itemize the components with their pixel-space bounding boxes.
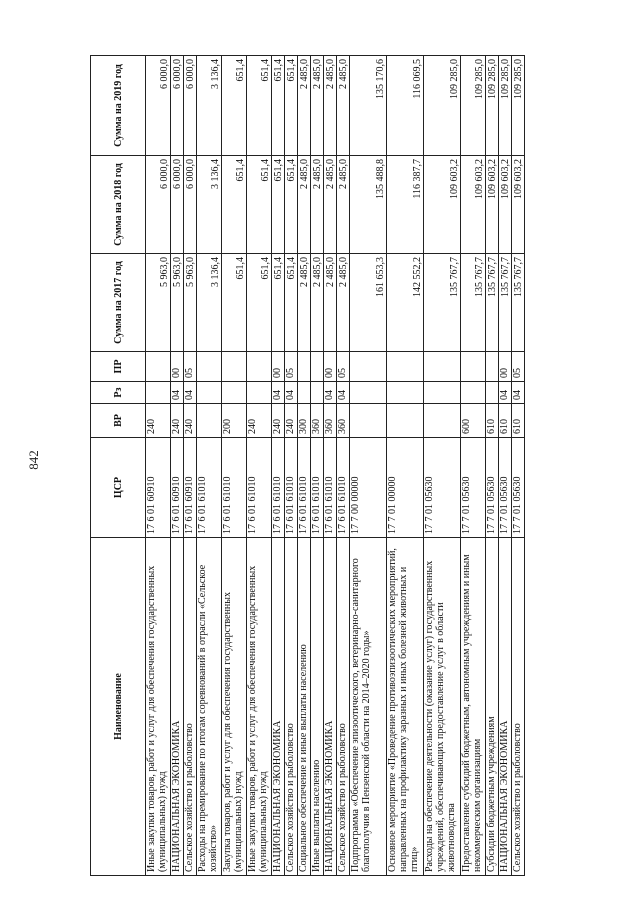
cell-pr: 00 xyxy=(499,352,512,382)
cell-name: Расходы на обеспечение деятельности (оказание услуг) государственных учреждений, обеспечивающих предоставление услуг в области животноводства xyxy=(424,538,461,876)
cell-name: Сельское хозяйство и рыболовство xyxy=(285,538,298,876)
cell-rz: 04 xyxy=(184,382,197,404)
cell-name: НАЦИОНАЛЬНАЯ ЭКОНОМИКА xyxy=(324,538,337,876)
table-row xyxy=(387,56,424,876)
cell-sum-2018: 109 603,2 xyxy=(424,156,461,254)
cell-sum-2019: 651,4 xyxy=(272,56,285,156)
cell-rz xyxy=(197,382,222,404)
header-name: Наименование xyxy=(91,538,146,876)
table-header-row xyxy=(91,56,146,876)
cell-vr: 610 xyxy=(486,404,499,438)
table-row xyxy=(486,56,499,876)
cell-sum-2017: 2 485,0 xyxy=(311,254,324,352)
cell-sum-2017: 135 767,7 xyxy=(512,254,525,352)
cell-rz: 04 xyxy=(272,382,285,404)
table-row xyxy=(499,56,512,876)
cell-name: Социальное обеспечение и иные выплаты населению xyxy=(298,538,311,876)
cell-sum-2019: 651,4 xyxy=(222,56,247,156)
cell-rz xyxy=(222,382,247,404)
cell-name: Подпрограмма «Обеспечение эпизоотического, ветеринарно-санитарного благополучия в Пензенской области на 2014–2020 годы» xyxy=(350,538,387,876)
cell-vr: 240 xyxy=(272,404,285,438)
cell-pr xyxy=(146,352,171,382)
cell-vr: 610 xyxy=(512,404,525,438)
cell-sum-2017: 135 767,7 xyxy=(486,254,499,352)
cell-sum-2018: 6 000,0 xyxy=(184,156,197,254)
cell-sum-2019: 651,4 xyxy=(285,56,298,156)
cell-name: Закупка товаров, работ и услуг для обеспечения государственных (муниципальных) нужд xyxy=(222,538,247,876)
cell-csr: 17 7 01 05630 xyxy=(499,438,512,538)
cell-rz xyxy=(486,382,499,404)
cell-csr: 17 7 01 05630 xyxy=(461,438,486,538)
cell-rz xyxy=(424,382,461,404)
cell-csr: 17 7 01 05630 xyxy=(486,438,499,538)
cell-vr: 600 xyxy=(461,404,486,438)
cell-vr: 360 xyxy=(311,404,324,438)
cell-rz: 04 xyxy=(171,382,184,404)
cell-vr: 240 xyxy=(184,404,197,438)
cell-sum-2019: 3 136,4 xyxy=(197,56,222,156)
cell-pr xyxy=(350,352,387,382)
cell-sum-2018: 6 000,0 xyxy=(171,156,184,254)
cell-sum-2017: 2 485,0 xyxy=(324,254,337,352)
cell-sum-2019: 109 285,0 xyxy=(512,56,525,156)
cell-sum-2017: 135 767,7 xyxy=(461,254,486,352)
cell-vr: 300 xyxy=(298,404,311,438)
cell-csr: 17 6 01 61010 xyxy=(222,438,247,538)
header-sum-2018: Сумма на 2018 год xyxy=(91,156,146,254)
cell-csr: 17 6 01 61010 xyxy=(285,438,298,538)
cell-rz: 04 xyxy=(324,382,337,404)
cell-sum-2019: 135 170,6 xyxy=(350,56,387,156)
cell-csr: 17 6 01 61010 xyxy=(311,438,324,538)
cell-rz xyxy=(298,382,311,404)
cell-name: Сельское хозяйство и рыболовство xyxy=(512,538,525,876)
cell-pr xyxy=(298,352,311,382)
cell-sum-2017: 651,4 xyxy=(285,254,298,352)
cell-sum-2017: 5 963,0 xyxy=(171,254,184,352)
cell-pr: 05 xyxy=(337,352,350,382)
table-row xyxy=(461,56,486,876)
cell-sum-2017: 651,4 xyxy=(247,254,272,352)
cell-sum-2018: 3 136,4 xyxy=(197,156,222,254)
cell-sum-2018: 2 485,0 xyxy=(311,156,324,254)
cell-rz xyxy=(350,382,387,404)
cell-sum-2018: 135 488,8 xyxy=(350,156,387,254)
cell-pr: 00 xyxy=(272,352,285,382)
cell-sum-2018: 651,4 xyxy=(272,156,285,254)
cell-sum-2019: 109 285,0 xyxy=(486,56,499,156)
cell-sum-2017: 651,4 xyxy=(222,254,247,352)
header-vr: ВР xyxy=(91,404,146,438)
cell-csr: 17 7 01 05630 xyxy=(512,438,525,538)
cell-sum-2018: 109 603,2 xyxy=(461,156,486,254)
cell-sum-2019: 2 485,0 xyxy=(337,56,350,156)
cell-pr: 05 xyxy=(512,352,525,382)
cell-sum-2018: 6 000,0 xyxy=(146,156,171,254)
cell-vr: 240 xyxy=(247,404,272,438)
cell-sum-2018: 116 387,7 xyxy=(387,156,424,254)
table-row xyxy=(197,56,222,876)
cell-sum-2018: 109 603,2 xyxy=(512,156,525,254)
cell-sum-2019: 116 069,5 xyxy=(387,56,424,156)
table-row xyxy=(311,56,324,876)
cell-sum-2017: 651,4 xyxy=(272,254,285,352)
cell-pr xyxy=(424,352,461,382)
cell-name: Сельское хозяйство и рыболовство xyxy=(337,538,350,876)
cell-sum-2019: 109 285,0 xyxy=(499,56,512,156)
cell-csr: 17 6 01 61010 xyxy=(272,438,285,538)
cell-sum-2018: 109 603,2 xyxy=(499,156,512,254)
cell-csr: 17 7 00 00000 xyxy=(350,438,387,538)
cell-rz xyxy=(311,382,324,404)
cell-rz xyxy=(387,382,424,404)
cell-pr xyxy=(387,352,424,382)
cell-csr: 17 6 01 61010 xyxy=(337,438,350,538)
cell-sum-2017: 135 767,7 xyxy=(424,254,461,352)
cell-pr: 00 xyxy=(324,352,337,382)
table-row xyxy=(247,56,272,876)
cell-rz: 04 xyxy=(285,382,298,404)
cell-csr: 17 6 01 60910 xyxy=(146,438,171,538)
table-row xyxy=(350,56,387,876)
table-row xyxy=(324,56,337,876)
cell-name: Основное мероприятие «Проведение противоэпизоотических мероприятий, направленных на профилактику заразных и иных болезней животных и птиц» xyxy=(387,538,424,876)
page-number: 842 xyxy=(26,450,41,470)
cell-sum-2017: 3 136,4 xyxy=(197,254,222,352)
cell-vr: 240 xyxy=(285,404,298,438)
cell-vr: 240 xyxy=(171,404,184,438)
cell-pr xyxy=(486,352,499,382)
cell-vr xyxy=(387,404,424,438)
cell-sum-2017: 2 485,0 xyxy=(298,254,311,352)
cell-name: Субсидии бюджетным учреждениям xyxy=(486,538,499,876)
cell-vr xyxy=(197,404,222,438)
cell-pr xyxy=(222,352,247,382)
cell-sum-2017: 5 963,0 xyxy=(184,254,197,352)
cell-sum-2019: 109 285,0 xyxy=(424,56,461,156)
cell-pr: 05 xyxy=(184,352,197,382)
cell-sum-2019: 651,4 xyxy=(247,56,272,156)
table-row xyxy=(171,56,184,876)
cell-rz: 04 xyxy=(337,382,350,404)
cell-sum-2019: 2 485,0 xyxy=(298,56,311,156)
table-row xyxy=(298,56,311,876)
table-row xyxy=(512,56,525,876)
cell-name: Иные закупки товаров, работ и услуг для обеспечения государственных (муниципальных) нужд xyxy=(247,538,272,876)
cell-pr: 00 xyxy=(171,352,184,382)
cell-vr: 360 xyxy=(324,404,337,438)
cell-sum-2017: 2 485,0 xyxy=(337,254,350,352)
header-pr: ПР xyxy=(91,352,146,382)
cell-name: НАЦИОНАЛЬНАЯ ЭКОНОМИКА xyxy=(171,538,184,876)
cell-vr: 610 xyxy=(499,404,512,438)
cell-csr: 17 6 01 60910 xyxy=(171,438,184,538)
cell-rz xyxy=(247,382,272,404)
header-sum-2019: Сумма на 2019 год xyxy=(91,56,146,156)
cell-sum-2018: 651,4 xyxy=(247,156,272,254)
budget-table xyxy=(90,55,525,876)
cell-sum-2018: 651,4 xyxy=(285,156,298,254)
cell-pr: 05 xyxy=(285,352,298,382)
cell-pr xyxy=(461,352,486,382)
cell-name: НАЦИОНАЛЬНАЯ ЭКОНОМИКА xyxy=(499,538,512,876)
header-csr: ЦСР xyxy=(91,438,146,538)
cell-name: Предоставление субсидий бюджетным, автономным учреждениям и иным некоммерческим организациям xyxy=(461,538,486,876)
cell-pr xyxy=(197,352,222,382)
table-row xyxy=(424,56,461,876)
cell-name: Иные закупки товаров, работ и услуг для обеспечения государственных (муниципальных) нужд xyxy=(146,538,171,876)
cell-name: Расходы на премирование по итогам соревнований в отрасли «Сельское хозяйство» xyxy=(197,538,222,876)
cell-name: Сельское хозяйство и рыболовство xyxy=(184,538,197,876)
cell-sum-2018: 651,4 xyxy=(222,156,247,254)
cell-sum-2018: 2 485,0 xyxy=(298,156,311,254)
table-row xyxy=(272,56,285,876)
cell-rz xyxy=(146,382,171,404)
cell-sum-2017: 5 963,0 xyxy=(146,254,171,352)
cell-vr: 240 xyxy=(146,404,171,438)
rotated-table-wrapper xyxy=(90,56,580,876)
cell-pr xyxy=(311,352,324,382)
header-sum-2017: Сумма на 2017 год xyxy=(91,254,146,352)
cell-csr: 17 7 01 00000 xyxy=(387,438,424,538)
cell-sum-2017: 142 552,2 xyxy=(387,254,424,352)
table-row xyxy=(146,56,171,876)
cell-rz xyxy=(461,382,486,404)
header-rz: Рз xyxy=(91,382,146,404)
cell-csr: 17 6 01 61010 xyxy=(247,438,272,538)
cell-sum-2017: 161 653,3 xyxy=(350,254,387,352)
cell-sum-2019: 2 485,0 xyxy=(311,56,324,156)
cell-csr: 17 7 01 05630 xyxy=(424,438,461,538)
cell-sum-2019: 6 000,0 xyxy=(171,56,184,156)
cell-sum-2018: 109 603,2 xyxy=(486,156,499,254)
cell-vr xyxy=(350,404,387,438)
table-row xyxy=(184,56,197,876)
cell-rz: 04 xyxy=(512,382,525,404)
table-row xyxy=(337,56,350,876)
table-row xyxy=(222,56,247,876)
cell-sum-2019: 6 000,0 xyxy=(184,56,197,156)
cell-vr xyxy=(424,404,461,438)
cell-csr: 17 6 01 61010 xyxy=(324,438,337,538)
cell-sum-2018: 2 485,0 xyxy=(337,156,350,254)
cell-csr: 17 6 01 60910 xyxy=(184,438,197,538)
cell-sum-2018: 2 485,0 xyxy=(324,156,337,254)
cell-name: Иные выплаты населению xyxy=(311,538,324,876)
cell-sum-2019: 6 000,0 xyxy=(146,56,171,156)
cell-pr xyxy=(247,352,272,382)
cell-rz: 04 xyxy=(499,382,512,404)
cell-csr: 17 6 01 61010 xyxy=(197,438,222,538)
cell-vr: 360 xyxy=(337,404,350,438)
cell-vr: 200 xyxy=(222,404,247,438)
cell-sum-2017: 135 767,7 xyxy=(499,254,512,352)
cell-sum-2019: 109 285,0 xyxy=(461,56,486,156)
cell-name: НАЦИОНАЛЬНАЯ ЭКОНОМИКА xyxy=(272,538,285,876)
cell-csr: 17 6 01 61010 xyxy=(298,438,311,538)
table-row xyxy=(285,56,298,876)
cell-sum-2019: 2 485,0 xyxy=(324,56,337,156)
